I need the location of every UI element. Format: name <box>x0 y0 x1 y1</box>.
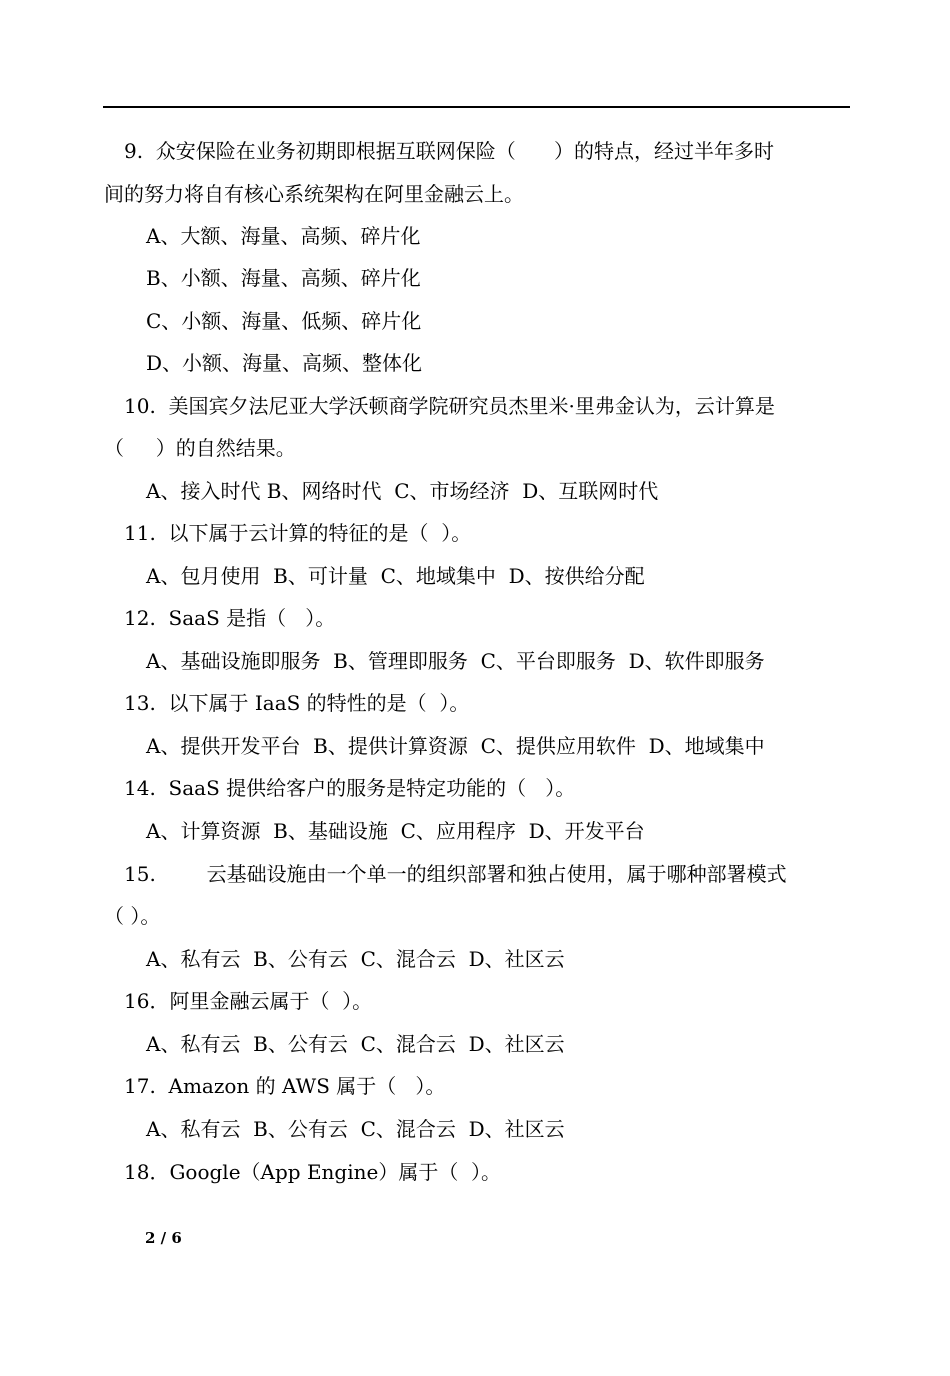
q14-question: 14. SaaS 提供给客户的服务是特定功能的（ ）。 <box>124 776 576 800</box>
q12-question: 12. SaaS 是指（ ）。 <box>124 606 336 630</box>
q17-question: 17. Amazon 的 AWS 属于（ ）。 <box>124 1074 446 1098</box>
q9-option-a: A、大额、海量、高频、碎片化 <box>146 224 421 248</box>
q9-option-b: B、小额、海量、高频、碎片化 <box>146 266 421 290</box>
q16-question: 16．阿里金融云属于（ ）。 <box>124 989 373 1013</box>
q9-option-c: C、小额、海量、低频、碎片化 <box>146 309 422 333</box>
page-number: 2 / 6 <box>145 1229 182 1247</box>
q14-options: A、计算资源 B、基础设施 C、应用程序 D、开发平台 <box>146 819 645 843</box>
q11-options: A、包月使用 B、可计量 C、地域集中 D、按供给分配 <box>146 564 645 588</box>
q18-question: 18．Google（App Engine）属于（ ）。 <box>124 1160 502 1184</box>
q16-options: A、私有云 B、公有云 C、混合云 D、社区云 <box>146 1032 565 1056</box>
q10-line1: 10. 美国宾夕法尼亚大学沃顿商学院研究员杰里米·里弗金认为，云计算是 <box>124 394 775 418</box>
q10-options: A、接入时代 B、网络时代 C、市场经济 D、互联网时代 <box>146 479 659 503</box>
q11-question: 11. 以下属于云计算的特征的是（ ）。 <box>124 521 472 545</box>
q13-question: 13. 以下属于 IaaS 的特性的是（ ）。 <box>124 691 470 715</box>
q12-options: A、基础设施即服务 B、管理即服务 C、平台即服务 D、软件即服务 <box>146 649 765 673</box>
q13-options: A、提供开发平台 B、提供计算资源 C、提供应用软件 D、地域集中 <box>146 734 765 758</box>
q9-line2: 间的努力将自有核心系统架构在阿里金融云上。 <box>104 182 524 206</box>
q15-line2: （ ）。 <box>104 904 161 928</box>
q15-line1: 15. 云基础设施由一个单一的组织部署和独占使用，属于哪种部署模式 <box>124 862 787 886</box>
q15-options: A、私有云 B、公有云 C、混合云 D、社区云 <box>146 947 565 971</box>
q17-options: A、私有云 B、公有云 C、混合云 D、社区云 <box>146 1117 565 1141</box>
q10-line2: （ ）的自然结果。 <box>104 436 296 460</box>
header-rule <box>103 106 850 108</box>
q9-line1: 9. 众安保险在业务初期即根据互联网保险（ ）的特点，经过半年多时 <box>124 139 774 163</box>
q9-option-d: D、小额、海量、高频、整体化 <box>146 351 423 375</box>
